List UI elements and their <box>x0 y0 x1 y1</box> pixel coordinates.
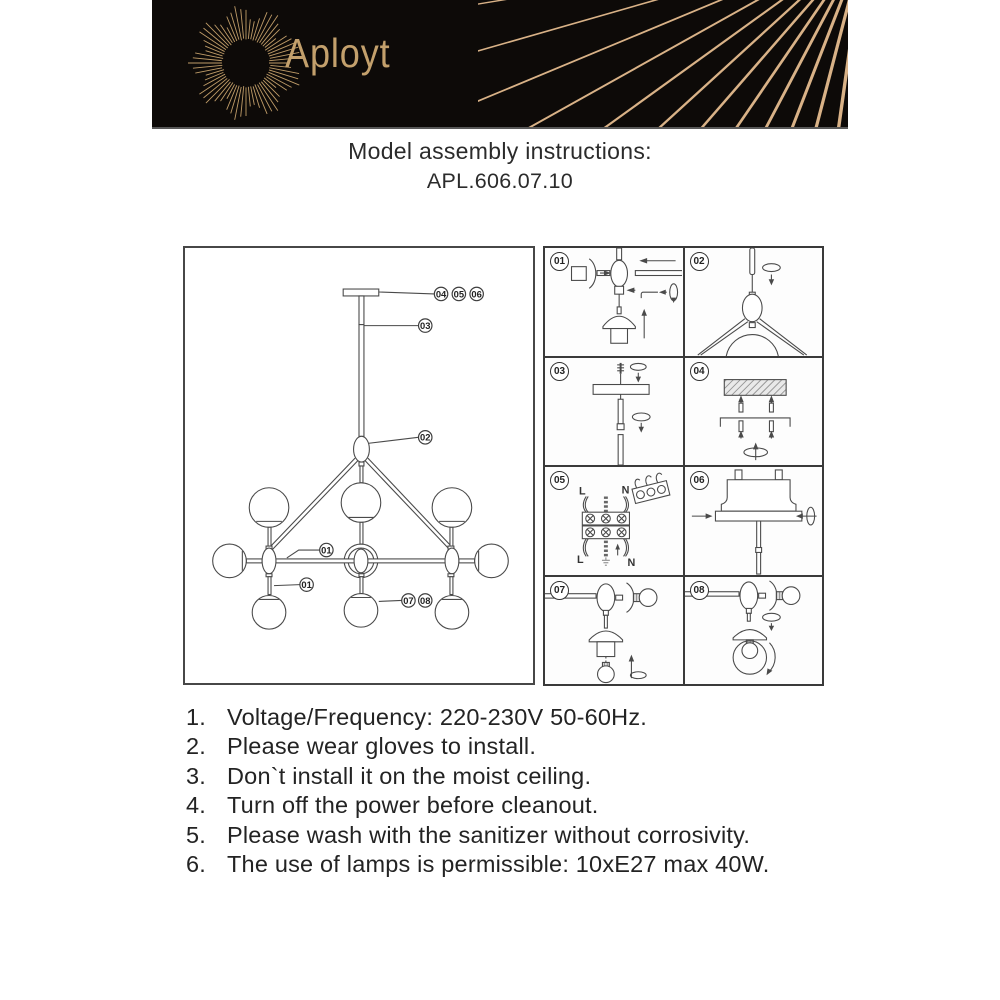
title-block <box>0 138 1000 194</box>
instruction-text: The use of lamps is permissible: 10xE27 max 40W. <box>227 851 770 878</box>
step-number-badge: 07 <box>550 581 569 600</box>
step-number-badge: 01 <box>550 252 569 271</box>
chandelier-overview-diagram <box>183 246 535 685</box>
step-number-badge: 02 <box>690 252 709 271</box>
corner-rays-icon <box>478 0 848 127</box>
step-panel-06 <box>685 467 823 575</box>
callout-03 <box>419 319 432 332</box>
instruction-text: Please wash with the sanitizer without corrosivity. <box>227 821 751 848</box>
step-panel-03 <box>545 358 683 466</box>
instruction-item <box>186 850 866 879</box>
brand-header <box>152 0 848 129</box>
assembly-steps-grid <box>543 246 824 686</box>
callout-01-lower <box>300 578 313 591</box>
instruction-number: 4. <box>186 792 206 819</box>
svg-text:06: 06 <box>471 288 482 300</box>
callout-02 <box>419 431 432 444</box>
svg-text:04: 04 <box>435 288 447 300</box>
model-number: APL.606.07.10 <box>426 169 574 193</box>
callout-01-upper <box>320 543 333 556</box>
wire-label-line-bottom: L <box>577 554 584 567</box>
step-panel-07 <box>545 577 683 685</box>
step-number-badge: 05 <box>550 471 569 490</box>
instruction-number: 2. <box>186 733 206 760</box>
svg-text:05: 05 <box>453 288 465 300</box>
page-title: Model assembly instructions: <box>348 138 652 164</box>
instruction-item <box>186 791 866 820</box>
brand-name: Aployt <box>285 30 391 76</box>
instruction-item <box>186 703 866 732</box>
safety-instructions-list <box>186 703 866 879</box>
callout-06 <box>470 287 483 300</box>
instruction-text: Don`t install it on the moist ceiling. <box>227 762 592 789</box>
instruction-item <box>186 821 866 850</box>
instruction-text: Please wear gloves to install. <box>227 733 537 760</box>
wire-label-neutral-bottom: N <box>627 557 636 570</box>
step-number-badge: 06 <box>690 471 709 490</box>
svg-text:07: 07 <box>403 594 414 606</box>
wire-label-line-top: L <box>579 485 586 498</box>
step-panel-05 <box>545 467 683 575</box>
svg-text:08: 08 <box>420 594 431 606</box>
svg-text:03: 03 <box>420 319 431 331</box>
callout-05 <box>452 287 465 300</box>
step-panel-04 <box>685 358 823 466</box>
instruction-text: Voltage/Frequency: 220-230V 50-60Hz. <box>227 704 648 730</box>
instruction-item <box>186 732 866 761</box>
callout-08 <box>419 594 432 607</box>
step-number-badge: 04 <box>690 362 709 381</box>
step-panel-08 <box>685 577 823 685</box>
step-panel-01 <box>545 248 683 356</box>
instruction-text: Turn off the power before cleanout. <box>227 792 599 819</box>
chandelier-drawing <box>185 248 533 683</box>
callout-07 <box>402 594 415 607</box>
svg-text:02: 02 <box>420 431 431 443</box>
svg-text:01: 01 <box>321 544 332 556</box>
wire-label-neutral-top: N <box>621 484 630 497</box>
instruction-item <box>186 762 866 791</box>
step-panel-02 <box>685 248 823 356</box>
callout-04 <box>434 287 447 300</box>
svg-text:01: 01 <box>301 578 312 590</box>
instruction-number: 6. <box>186 851 206 878</box>
step-number-badge: 03 <box>550 362 569 381</box>
step-number-badge: 08 <box>690 581 709 600</box>
instruction-number: 1. <box>186 704 206 730</box>
instruction-number: 5. <box>186 821 206 848</box>
instruction-number: 3. <box>186 762 206 789</box>
